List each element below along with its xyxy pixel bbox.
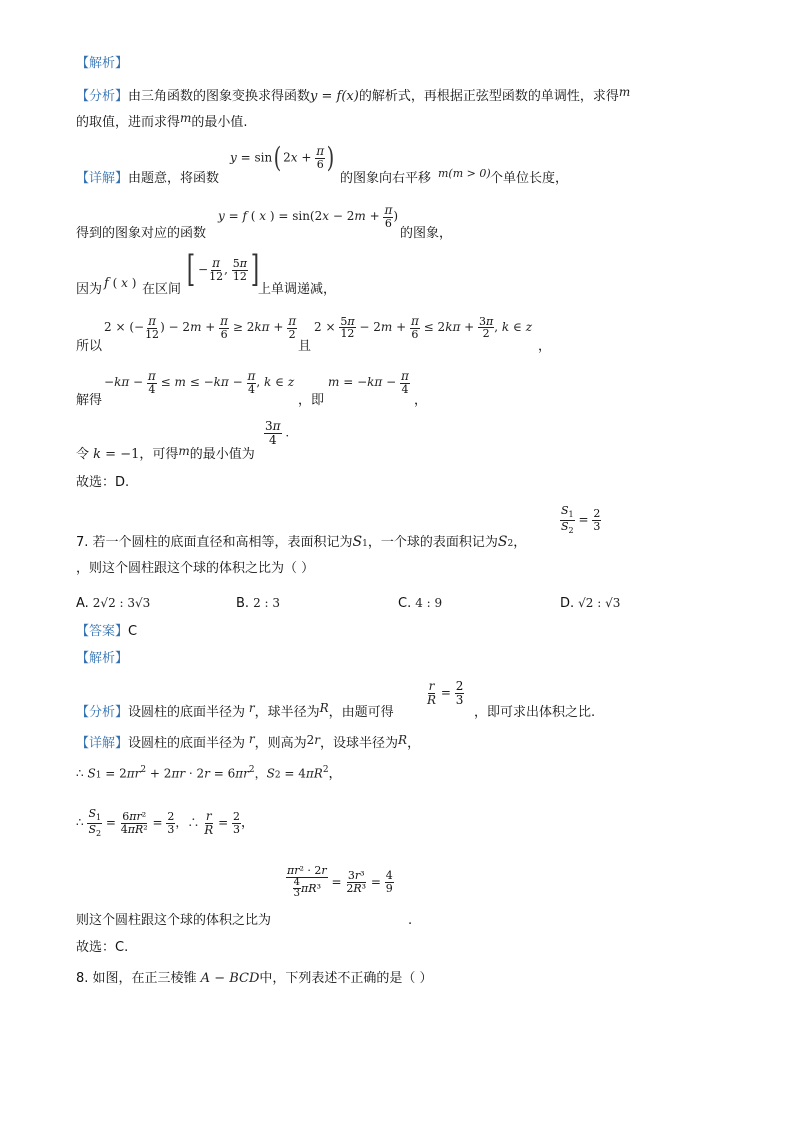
analysis-line-1: 【分析】由三角函数的图象变换求得函数y = f(x)的解析式，再根据正弦型函数的单调性，求得m: [76, 85, 631, 104]
q7-analysis-line: 【分析】设圆柱的底面半径为 r，球半径为R，由题可得: [76, 701, 394, 720]
formula-m-value: m = −kπ − $\frac{\pi}{4}$: [328, 369, 409, 396]
formula-interval: [ − $\frac{\pi}{12}$ , $\frac{5\pi}{12}$ ]: [186, 249, 260, 290]
q7-analysis-header: 【解析】: [76, 651, 129, 666]
answer-choice-6: 故选：D.: [76, 475, 130, 490]
q7-ratio-formula: $\frac{S_1}{S_2}$ = $\frac{2}{3}$: [561, 504, 601, 535]
q7-option-c: C. 4 : 9: [398, 596, 443, 611]
detail-tag: 【详解】: [76, 171, 129, 186]
detail-line-2: 得到的图象对应的函数: [76, 226, 207, 241]
detail-line-1c: 个单位长度，: [490, 171, 569, 186]
analysis-line-2: 的取值，进而求得m的最小值.: [76, 111, 248, 130]
detail-line-2b: 的图象，: [400, 226, 453, 241]
detail-line-3: 因为: [76, 282, 103, 297]
q7-surface-areas: ∴ $S1 = 2\pi r^2 + 2\pi r \cdot 2r = 6\pi r^2$，$S2 = 4\pi R^2$，: [76, 765, 342, 782]
qie-label: 且: [298, 339, 312, 354]
q7-answer: 【答案】C: [76, 624, 138, 639]
q7-ratio-derivation: ∴ $\frac{S_1}{S_2}$ = $\frac{\text{6πr²}}{\text{4πR²}}$ = $\frac{2}{3}$ ，∴ $\frac{r}{R}$ = $\frac{2}{3}$ ，: [76, 807, 254, 838]
ling-line: 令 k = −1，可得m的最小值为: [76, 444, 255, 462]
q8-stem: 8. 如图，在正三棱锥 A − BCD中，下列表述不正确的是（ ）: [76, 971, 433, 986]
formula-original-function: y = sin( 2x + $\frac{\pi}{6}$ ): [230, 141, 335, 174]
jiede-label: 解得: [76, 393, 103, 408]
detail-line-3c: 上单调递减，: [258, 282, 337, 297]
q7-detail-line-1: 【详解】设圆柱的底面半径为 r，则高为2r，设球半径为R，: [76, 732, 421, 751]
analysis-header: 【解析】: [76, 56, 129, 71]
detail-line-3b: 在区间: [142, 282, 182, 297]
q7-stem-line-2: ，则这个圆柱跟这个球的体积之比为（ ）: [76, 561, 315, 576]
q7-option-d: D. √2 : √3: [560, 596, 621, 611]
q7-option-a: A. 2√2 : 3√3: [76, 596, 151, 611]
formula-range-m: −kπ − $\frac{\pi}{4}$ ≤ m ≤ −kπ − $\frac{\pi}{4}$ , k ∈ z: [104, 369, 295, 396]
formula-inequality-2: 2 × $\frac{5\pi}{12}$ − 2m + $\frac{\pi}{6}$ ≤ 2kπ + $\frac{3\pi}{2}$ , k ∈ z: [314, 314, 533, 341]
detail-line-1b: 的图象向右平移: [340, 171, 432, 186]
answer-choice-7: 故选：C.: [76, 940, 129, 955]
q7-stem-line-1: 7. 若一个圆柱的底面直径和高相等，表面积记为S1，一个球的表面积记为S2，: [76, 534, 527, 550]
shift-amount: m(m > 0): [438, 167, 491, 180]
suoyi-label: 所以: [76, 339, 103, 354]
ji-label: ，即: [298, 393, 325, 408]
formula-min-value: $\frac{3\pi}{4}$ .: [265, 419, 290, 447]
q7-volume-formula: πr² · 2r $\frac{4}{3}$ πR³ = $\frac{\text{3r³}}{\text{2R³}}$ = $\frac{4}{9}$: [287, 864, 393, 900]
q7-analysis-line-end: ，即可求出体积之比.: [474, 705, 596, 720]
q7-r-ratio: $\frac{r}{R}$ = $\frac{2}{3}$: [427, 679, 464, 707]
q7-volume-line: 则这个圆柱跟这个球的体积之比为: [76, 913, 272, 928]
analysis-tag: 【分析】: [76, 89, 129, 104]
q7-option-b: B. 2 : 3: [236, 596, 281, 611]
formula-shifted-function: y = f ( x ) = sin(2x − 2m + $\frac{\pi}{6}$ ): [218, 203, 399, 230]
formula-fx: f ( x ): [104, 276, 137, 291]
detail-line-1: 【详解】由题意，将函数: [76, 171, 220, 186]
formula-inequality-1: 2 × (− $\frac{\pi}{12}$ ) − 2m + $\frac{\pi}{6}$ ≥ 2kπ + $\frac{\pi}{2}$: [104, 314, 297, 341]
